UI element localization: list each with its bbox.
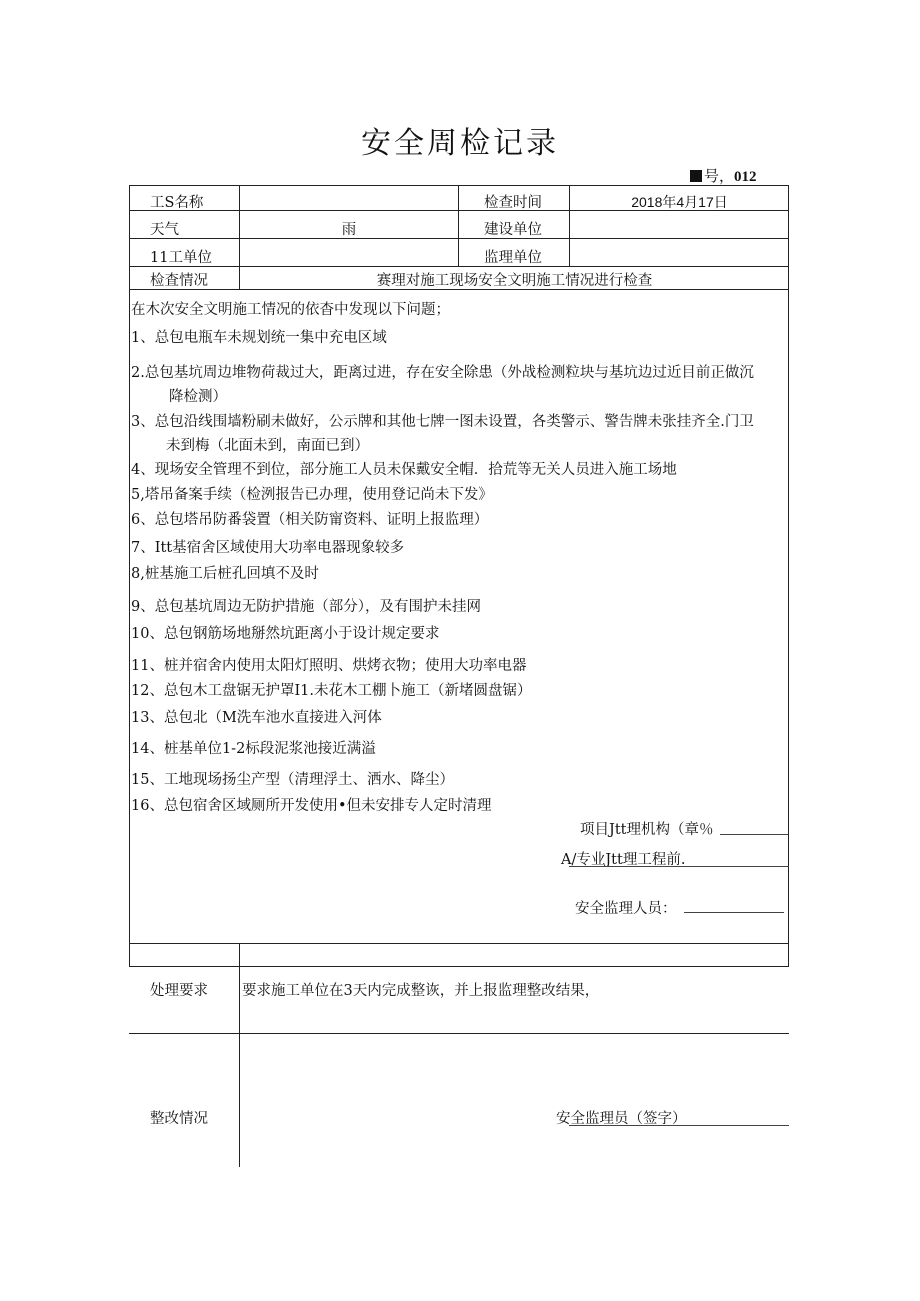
weather-value: 雨	[341, 222, 357, 238]
row-divider	[129, 1033, 789, 1034]
issue-item: 11、桩并宿舍内使用太阳灯照明、烘烤衣物；使用大功率电器	[131, 658, 527, 674]
check-time-label: 检查时间	[484, 195, 542, 211]
issue-item: 3、总包沿线围墙粉刷未做好，公示牌和其他七牌一图未设置，各类警示、警告牌未张挂齐全.门卫	[131, 414, 754, 430]
column-divider	[239, 1033, 240, 1167]
supervisor-unit-label: 监理单位	[484, 250, 542, 266]
builder-label: 建设单位	[484, 222, 542, 238]
row-divider	[129, 943, 789, 944]
row-divider	[129, 266, 789, 267]
issue-item: 5,塔吊备案手续（检洌报告已办理，使用登记尚未下发》	[131, 487, 493, 503]
signature-line	[569, 1125, 789, 1126]
issue-item: 1、总包电瓶车未规划统一集中充电区域	[131, 330, 387, 346]
issue-item-continuation: 降检测）	[169, 389, 227, 405]
requirements-value: 要求施工单位在3天内完成整诙，并上报监理整改结果，	[242, 983, 600, 999]
signature-line	[569, 866, 789, 867]
supervision-engineer-label: A/专业Jtt理工程前.	[561, 852, 686, 868]
safety-supervisor-label: 安全监理人员：	[575, 901, 677, 917]
issue-item: 13、总包北（M洗车池水直接进入河体	[131, 710, 382, 726]
issue-item-continuation: 未到梅（北面未到，南面已到）	[166, 438, 369, 454]
project-name-label: 工S名称	[150, 195, 204, 211]
rectification-label: 整改情况	[150, 1111, 208, 1127]
signature-line	[720, 834, 788, 835]
issue-item: 10、总包钢筋场地掰然坑距离小于设计规定要求	[131, 626, 440, 642]
issue-item: 15、工地现场扬尘产型（清理浮土、洒水、降尘）	[131, 772, 454, 788]
issue-item: 12、总包木工盘锯无护罩I1.未花木工棚卜施工（新堵圆盘锯）	[131, 683, 532, 699]
situation-value: 赛理对施工现场安全文明施工情况进行检查	[376, 273, 653, 289]
construction-unit-label: 11工单位	[150, 250, 212, 266]
row-divider	[129, 238, 789, 239]
column-divider	[458, 185, 459, 266]
issue-item: 4、现场安全管理不到位，部分施工人员未保戴安全帽．拾荒等无关人员进入施工场地	[131, 462, 677, 478]
column-divider	[239, 943, 240, 1033]
requirements-label: 处理要求	[150, 983, 208, 999]
document-number: 号，012	[690, 165, 757, 186]
supervision-agency-label: 项目Jtt理机构（章％	[580, 822, 714, 838]
issue-item: 6、总包塔吊防番袋置（相关防甯资料、证明上报监理）	[131, 512, 489, 528]
issue-item: 2.总包基坑周边堆物荷裁过大，距离过进，存在安全除患（外战检测粒块与基坑边过近目前正做沉	[131, 365, 754, 381]
situation-label: 检査情况	[150, 273, 208, 289]
issue-item: 14、桩基单位1-2标段泥浆池接近满溢	[131, 741, 376, 757]
issue-item: 9、总包基坑周边无防护措施（部分），及有围护未挂网	[131, 599, 481, 615]
rectification-signer: 安全监理员（签字）	[556, 1111, 687, 1127]
issue-item: 7、Itt基宿舍区域使用大功率电器现象较多	[131, 540, 405, 556]
check-time-value: 2018年4月17日	[631, 194, 728, 210]
issues-intro: 在木次安全文明施工情况的依杳中发现以下问题；	[131, 302, 450, 318]
weather-label: 天气	[150, 222, 179, 238]
issue-item: 16、总包宿舍区域厕所开发使用•但未安排专人定时清理	[131, 798, 492, 814]
signature-line	[684, 912, 784, 913]
issue-item: 8,桩基施工后桩孔回填不及时	[131, 566, 319, 582]
redacted-mark	[690, 170, 702, 182]
page-title: 安全周检记录	[361, 126, 559, 161]
